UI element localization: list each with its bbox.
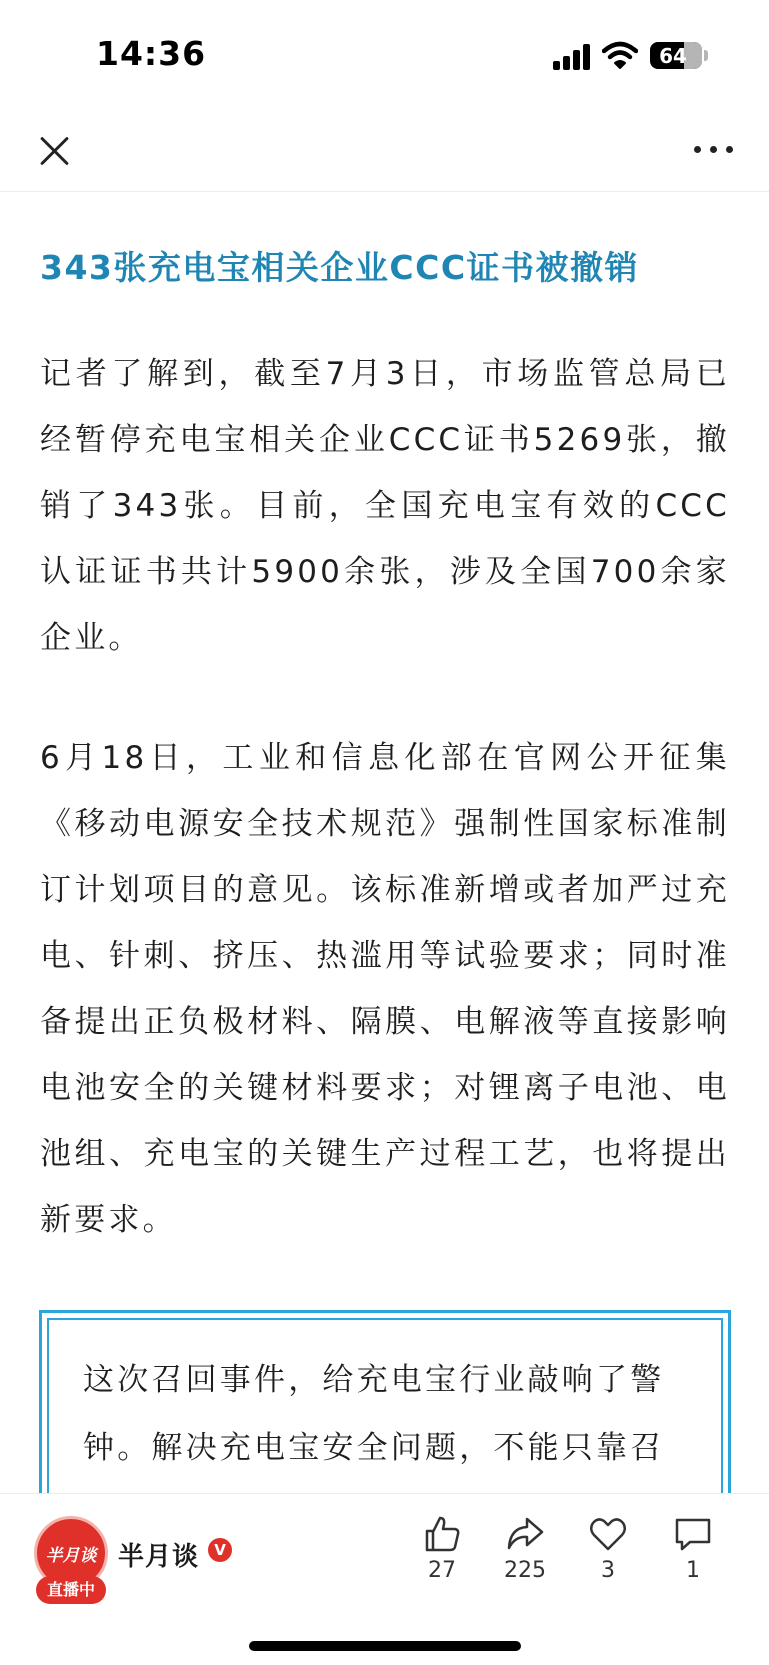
wifi-icon [602,40,638,70]
favorite-count: 3 [601,1558,615,1583]
quote-inner-border [47,1318,723,1510]
heart-icon [588,1514,628,1554]
quote-box [39,1310,731,1510]
avatar-logo-text: 半月谈 [45,1546,97,1566]
article-paragraph: 6月18日，工业和信息化部在官网公开征集《移动电源安全技术规范》强制性国家标准制订计划项目的意见。该标准新增或者加严过充电、针刺、挤压、热滥用等试验要求；同时准备提出正负极材料、隔膜、电解液等直接影响电池安全的关键材料要求；对锂离子电池、电池组、充电宝的关键生产过程工艺，也将提出新要求。 [40,740,730,1238]
live-badge[interactable]: 直播中 [36,1576,106,1604]
status-time: 14:36 [96,34,207,73]
nav-bar [0,110,769,192]
battery-icon [650,42,702,69]
close-icon[interactable] [36,132,74,170]
battery-level: 64 [659,44,687,68]
quote-text: 这次召回事件，给充电宝行业敲响了警钟。解决充电宝安全问题，不能只靠召 [83,1362,665,1466]
share-count: 225 [504,1558,546,1583]
share-button[interactable] [485,1514,565,1594]
battery-tip [704,50,708,61]
thumbs-up-icon [422,1514,462,1554]
cellular-signal-icon [553,44,591,70]
article-paragraph: 记者了解到，截至7月3日，市场监管总局已经暂停充电宝相关企业CCC证书5269张，撤销了343张。目前，全国充电宝有效的CCC认证证书共计5900余张，涉及全国700余家企业。 [40,356,730,656]
home-indicator[interactable] [249,1641,521,1651]
bottom-bar [0,1493,769,1665]
article-body [40,192,730,1253]
more-dots-icon[interactable] [694,146,734,156]
verified-icon: V [208,1538,232,1562]
comment-bubble-icon [673,1514,713,1554]
comment-count: 1 [686,1558,700,1583]
favorite-button[interactable] [568,1514,648,1594]
share-arrow-icon [505,1514,545,1554]
status-bar [0,0,769,110]
article-headline: 343张充电宝相关企业CCC证书被撤销 [40,248,640,287]
like-count: 27 [428,1558,456,1583]
like-button[interactable] [402,1514,482,1594]
account-name[interactable]: 半月谈 [118,1542,200,1572]
comment-button[interactable] [653,1514,733,1594]
